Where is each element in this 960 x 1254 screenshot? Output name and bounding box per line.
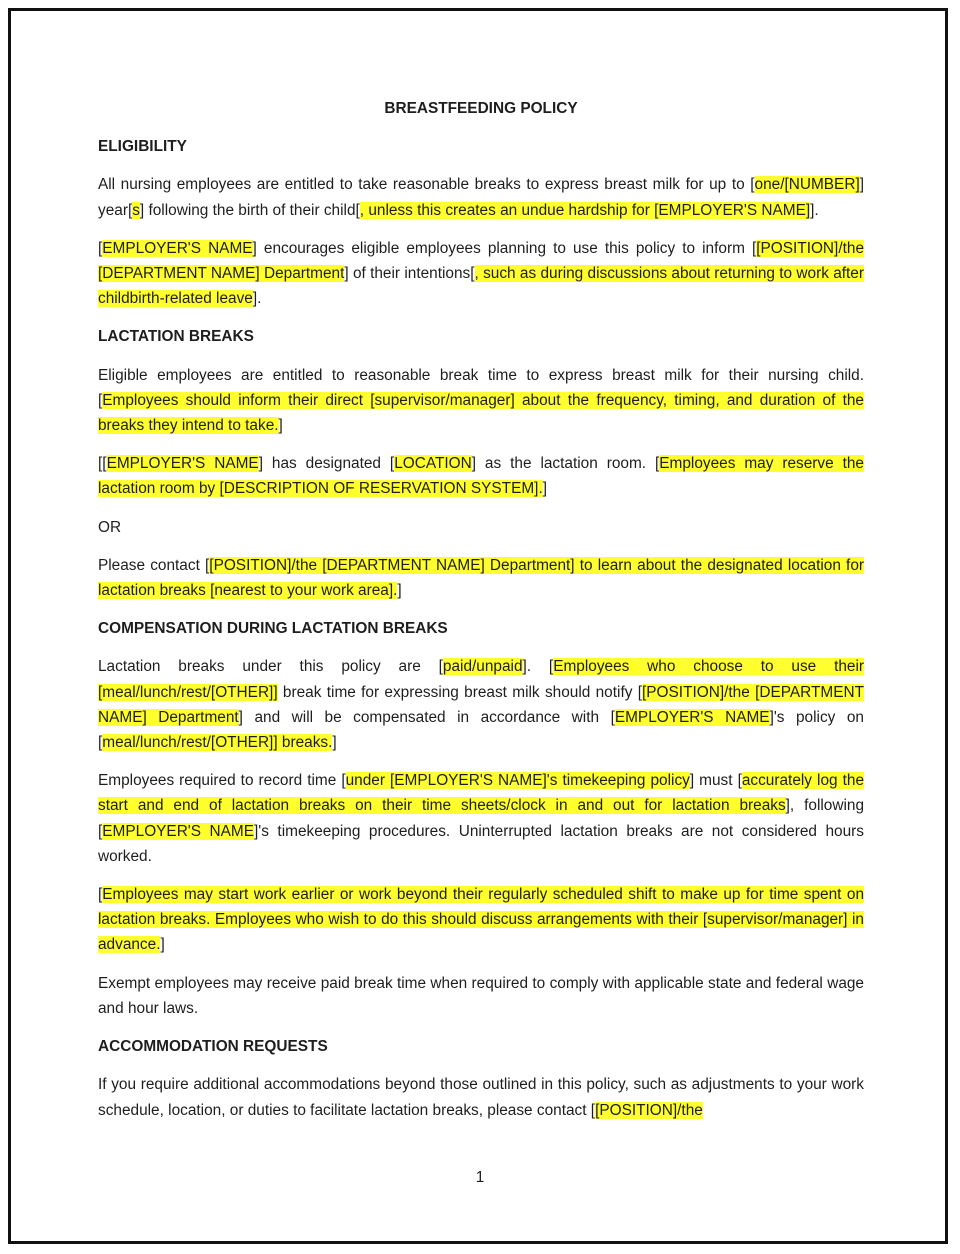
paragraph-text: All nursing employees are entitled to take reasonable breaks to express breast milk for up to [ <box>98 176 755 194</box>
placeholder-highlight: under [EMPLOYER'S NAME]'s timekeeping policy <box>345 772 690 790</box>
placeholder-highlight: one/[NUMBER] <box>754 176 860 194</box>
paragraph-text: ] has designated [ <box>258 455 395 473</box>
paragraph-text: break time for expressing breast milk should notify [ <box>277 683 643 701</box>
paragraph-text: [ <box>98 886 103 904</box>
placeholder-highlight: Employees who choose to use their [meal/lunch/rest/[OTHER]] <box>98 658 865 701</box>
section-heading: LACTATION BREAKS <box>98 328 254 346</box>
paragraph-text: ]'s timekeeping procedures. Uninterrupted lactation breaks are not considered hours worked. <box>98 822 864 865</box>
placeholder-highlight: EMPLOYER'S NAME <box>614 708 770 726</box>
placeholder-highlight: , such as during discussions about returning to work after childbirth-related leave <box>98 265 864 308</box>
paragraph-text: ] must [ <box>689 772 742 790</box>
paragraph <box>98 236 864 312</box>
paragraph-text: OR <box>98 518 122 536</box>
paragraph-text: ] of their intentions[ <box>344 265 475 283</box>
paragraph-text: [ <box>98 239 103 257</box>
paragraph-text: ] <box>278 417 283 435</box>
section-heading: ACCOMMODATION REQUESTS <box>98 1038 328 1056</box>
paragraph-text: [[ <box>98 455 107 473</box>
placeholder-highlight: [POSITION]/the [DEPARTMENT NAME] Department] to learn about the designated location for lactation breaks [nearest to your work area]. <box>98 556 865 600</box>
paragraph-text: ] <box>332 734 337 752</box>
paragraph-text: ] <box>397 582 402 600</box>
paragraph <box>98 882 864 958</box>
section-heading: ELIGIBILITY <box>98 138 187 156</box>
paragraph-text: ] and will be compensated in accordance with [ <box>238 708 615 726</box>
page-number: 1 <box>475 1169 485 1186</box>
paragraph-text: ] year[ <box>98 176 864 219</box>
paragraph-text: ]. <box>810 201 819 219</box>
placeholder-highlight: LOCATION <box>394 455 472 473</box>
placeholder-highlight: Employees should inform their direct [supervisor/manager] about the frequency, timing, and duration of the breaks they intend to take. <box>98 391 864 435</box>
placeholder-highlight: [POSITION]/the [DEPARTMENT NAME] Department <box>98 239 864 283</box>
placeholder-highlight: [POSITION]/the [DEPARTMENT NAME] Department <box>98 683 864 726</box>
paragraph <box>98 172 864 222</box>
paragraph-text: ] <box>160 936 165 954</box>
placeholder-highlight: [POSITION]/the <box>595 1101 703 1119</box>
paragraph-text: ], following [ <box>98 797 865 840</box>
paragraph-text: ]. [ <box>522 658 554 676</box>
document-blocks <box>98 134 864 1123</box>
paragraph <box>98 1072 864 1122</box>
paragraph <box>98 553 864 603</box>
paragraph <box>98 363 864 439</box>
placeholder-highlight: EMPLOYER'S NAME <box>106 455 259 473</box>
placeholder-highlight: paid/unpaid <box>442 658 523 676</box>
paragraph-text: ] <box>542 480 547 498</box>
paragraph-text: Employees required to record time [ <box>98 772 346 790</box>
placeholder-highlight: meal/lunch/rest/[OTHER]] breaks. <box>102 734 333 752</box>
paragraph-text: ] as the lactation room. [ <box>471 455 660 473</box>
paragraph-text: ]'s policy on [ <box>98 708 864 752</box>
document-title: BREASTFEEDING POLICY <box>384 100 578 117</box>
paragraph <box>98 515 864 540</box>
paragraph-text: ]. <box>252 290 262 308</box>
paragraph <box>98 451 864 501</box>
paragraph <box>98 768 864 869</box>
placeholder-highlight: accurately log the start and end of lactation breaks on their time sheets/clock in and out for lactation breaks <box>98 772 864 815</box>
paragraph-text: ] following the birth of their child[ <box>139 201 360 219</box>
placeholder-highlight: , unless this creates an undue hardship for [EMPLOYER'S NAME] <box>359 201 811 219</box>
section-heading: COMPENSATION DURING LACTATION BREAKS <box>98 620 448 638</box>
placeholder-highlight: EMPLOYER'S NAME <box>102 239 253 257</box>
paragraph <box>98 971 864 1021</box>
placeholder-highlight: Employees may start work earlier or work beyond their regularly scheduled shift to make up for time spent on lactation breaks. Employees who wish to do this should discuss arrangements with their [supervisor/manager] in advance. <box>98 886 864 954</box>
paragraph-text: Please contact [ <box>98 556 210 574</box>
placeholder-highlight: EMPLOYER'S NAME <box>102 822 254 840</box>
paragraph-text: ] encourages eligible employees planning to use this policy to inform [ <box>252 239 757 257</box>
paragraph-text: Exempt employees may receive paid break time when required to comply with applicable state and federal wage and hour laws. <box>98 974 864 1017</box>
placeholder-highlight: s <box>132 201 140 219</box>
placeholder-highlight: Employees may reserve the lactation room by [DESCRIPTION OF RESERVATION SYSTEM]. <box>98 455 864 498</box>
paragraph <box>98 654 864 755</box>
paragraph-text: Lactation breaks under this policy are [ <box>98 658 443 676</box>
paragraph-text: If you require additional accommodations beyond those outlined in this policy, such as adjustments to your work schedule, location, or duties to facilitate lactation breaks, please contact [ <box>98 1076 864 1119</box>
paragraph-text: Eligible employees are entitled to reasonable break time to express breast milk for their nursing child. [ <box>98 366 864 409</box>
document-body <box>98 96 864 1136</box>
